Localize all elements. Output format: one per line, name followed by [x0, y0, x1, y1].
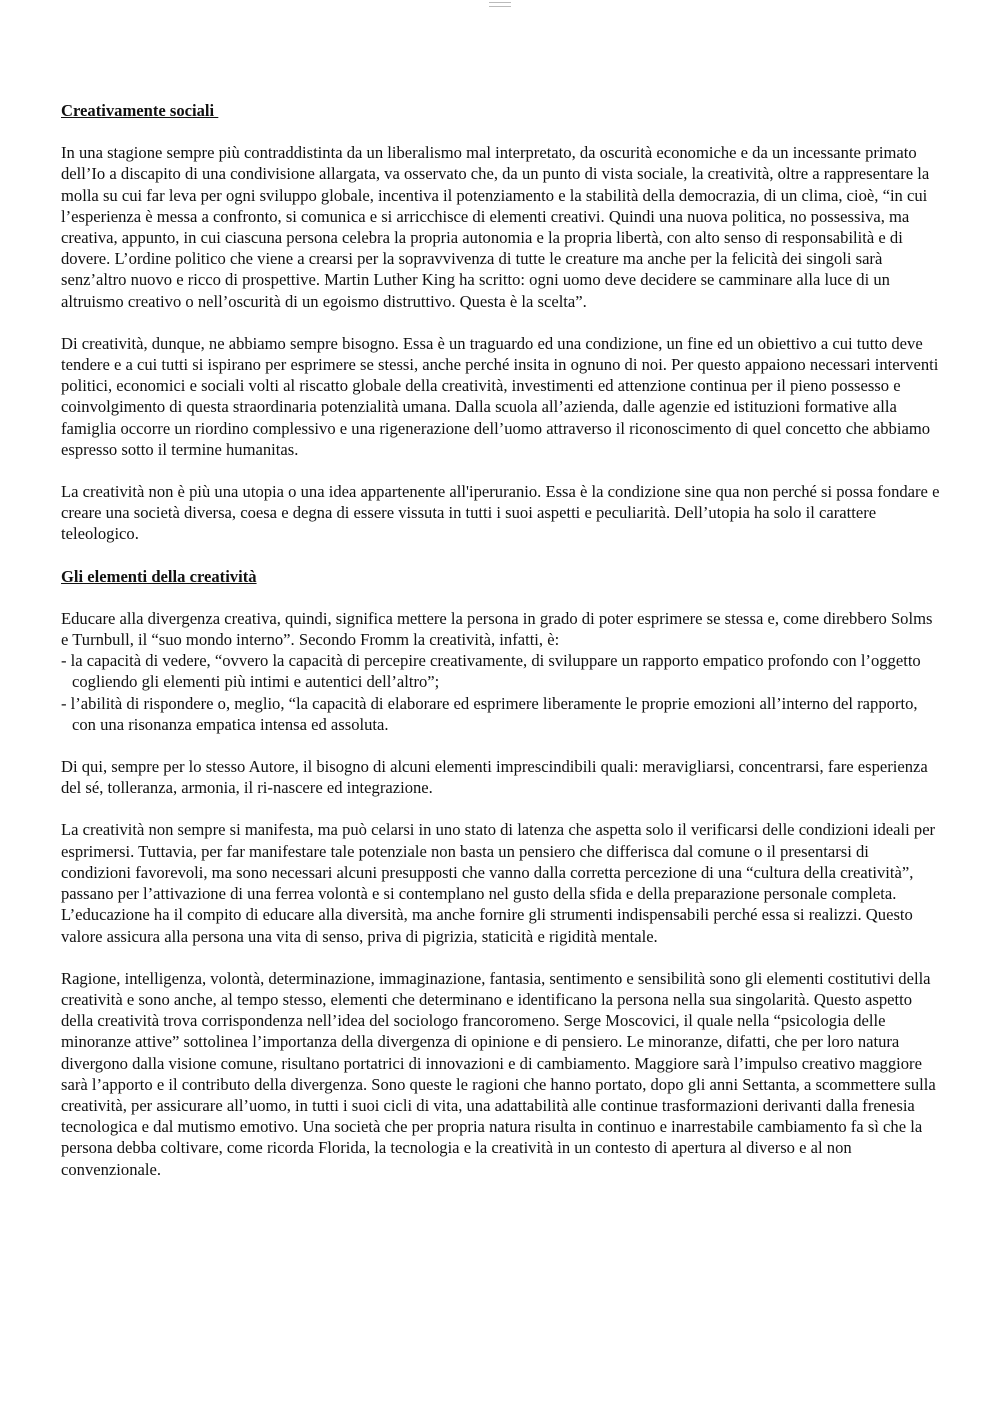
page-header-mark: [489, 2, 511, 7]
paragraph: In una stagione sempre più contraddistinta da un liberalismo mal interpretato, da oscurità economiche e da un incessante primato dell’Io a discapito di una condivisione allargata, va osservato che, da un punto di vista sociale, la creatività, oltre a rappresentare la molla su cui far leva per ogni sviluppo globale, incentiva il potenziamento e la stabilità della democrazia, di un clima, cioè, “in cui l’esperienza è messa a confronto, si comunica e si arricchisce di elementi creativi. Quindi una nuova politica, no possessiva, ma creativa, appunto, in cui ciascuna persona celebra la propria autonomia e la propria libertà, con alto senso di responsabilità e di dovere. L’ordine politico che viene a crearsi per la sopravvivenza di tutte le creature ma anche per la felicità dei singoli sarà senz’altro nuovo e ricco di prospettive. Martin Luther King ha scritto: ogni uomo deve decidere se camminare alla luce di un altruismo creativo o nell’oscurità di un egoismo distruttivo. Questa è la scelta”.: [61, 143, 930, 311]
document-page: [61, 100, 941, 1201]
paragraph: Ragione, intelligenza, volontà, determinazione, immaginazione, fantasia, sentimento e sensibilità sono gli elementi costitutivi della creatività e sono anche, al tempo stesso, elementi che determinano e identificano la persona nella sua singolarità. Questo aspetto della creatività trova corrispondenza nell’idea del sociologo francoromeno. Serge Moscovici, il quale nella “psicologia delle minoranze attive” sottolinea l’importanza della divergenza di opinione e di pensiero. Le minoranze, difatti, che per loro natura divergono dalla visione comune, risultano portatrici di innovazioni e di cambiamento. Maggiore sarà l’impulso creativo maggiore sarà l’apporto e il contributo della divergenza. Sono queste le ragioni che hanno portato, dopo gli anni Settanta, a scommettere sulla creatività, per assicurare all’uomo, in tutti i suoi cicli di vita, una adattabilità alle continue trasformazioni derivanti dalla frenesia tecnologica e dal mutismo emotivo. Una società che per propria natura risulta in continuo e inarrestabile cambiamento fa sì che la persona debba coltivare, come ricorda Florida, la tecnologia e la creatività in un contesto di apertura al diverso e al non convenzionale.: [61, 968, 936, 1179]
intro-with-list: [61, 608, 941, 735]
paragraph: La creatività non è più una utopia o una idea appartenente all'iperuranio. Essa è la condizione sine qua non perché si possa fondare e creare una società diversa, coesa e degna di essere vissuta in tutti i suoi aspetti e peculiarità. Dell’utopia ha solo il carattere teleologico.: [61, 482, 940, 544]
paragraph: Educare alla divergenza creativa, quindi, significa mettere la persona in grado di poter esprimere se stessa e, come direbbero Solms e Turnbull, il “suo mondo interno”. Secondo Fromm la creatività, infatti, è:: [61, 608, 933, 650]
paragraph: Di qui, sempre per lo stesso Autore, il bisogno di alcuni elementi imprescindibili quali: meravigliarsi, concentrarsi, fare esperienza del sé, tolleranza, armonia, il ri-nascere ed integrazione.: [61, 757, 928, 798]
fromm-list: [61, 650, 941, 735]
section-heading-elementi-creativita: Gli elementi della creatività: [61, 566, 257, 586]
section-heading-creativamente-sociali: Creativamente sociali: [61, 101, 219, 120]
list-item: - l’abilità di rispondere o, meglio, “la capacità di elaborare ed esprimere liberamente le proprie emozioni all’interno del rapporto, con una risonanza empatica intensa ed assoluta.: [61, 693, 918, 734]
paragraph: La creatività non sempre si manifesta, ma può celarsi in uno stato di latenza che aspetta solo il verificarsi delle condizioni ideali per esprimersi. Tuttavia, per far manifestare tale potenziale non basta un pensiero che differisca dal comune o il presentarsi di condizioni favorevoli, ma sono necessari alcuni presupposti che vanno dalla corretta percezione di una “cultura della creatività”, passano per l’attivazione di una ferrea volontà e si contemplano nel gusto della sfida e della preparazione personale completa. L’educazione ha il compito di educare alla diversità, ma anche fornire gli strumenti indispensabili perché essa si realizzi. Questo valore assicura alla persona una vita di senso, priva di pigrizia, staticità e rigidità mentale.: [61, 820, 936, 946]
paragraph: Di creatività, dunque, ne abbiamo sempre bisogno. Essa è un traguardo ed una condizione, un fine ed un obiettivo a cui tutto deve tendere e a cui tutti si ispirano per esprimere se stessi, anche perché insita in ognuno di noi. Per questo appaiono necessari interventi politici, economici e sociali volti al riscatto globale della creatività, investimenti ed attenzione continua per il pieno possesso e coinvolgimento di questa straordinaria potenzialità umana. Dalla scuola all’azienda, dalle agenzie ed istituzioni formative alla famiglia occorre un riordino complessivo e una rigenerazione dell’uomo attraverso il riconoscimento di quel concetto che abbiamo espresso sotto il termine humanitas.: [61, 333, 939, 459]
list-item: - la capacità di vedere, “ovvero la capacità di percepire creativamente, di sviluppare un rapporto empatico profondo con l’oggetto cogliendo gli elementi più intimi e autentici dell’altro”;: [61, 651, 921, 692]
